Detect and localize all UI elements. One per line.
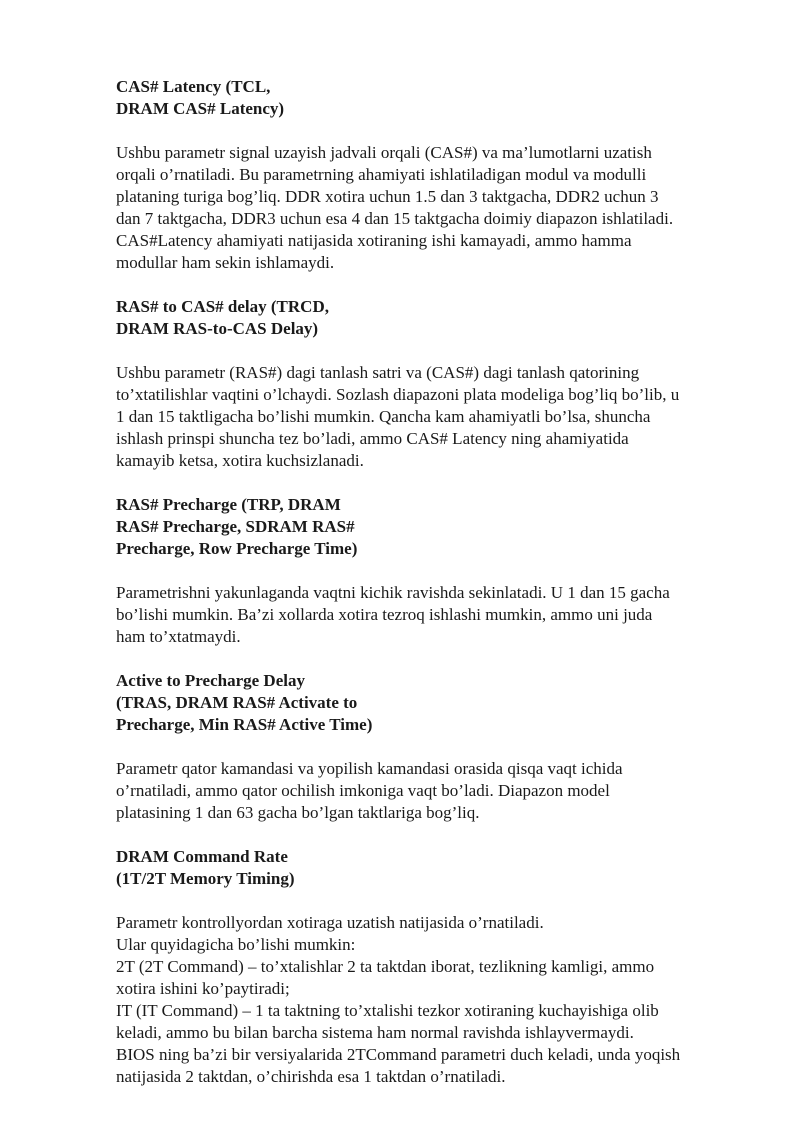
heading-line: Active to Precharge Delay: [116, 671, 305, 690]
paragraph-line: 1 dan 15 taktligacha bo’lishi mumkin. Qancha kam ahamiyatli bo’lsa, shuncha: [116, 407, 651, 426]
section-paragraph: [116, 758, 750, 824]
section-paragraph: [116, 582, 750, 648]
heading-line: DRAM CAS# Latency): [116, 99, 285, 118]
heading-line: RAS# Precharge, SDRAM RAS#: [116, 517, 355, 536]
section-heading: [116, 296, 750, 340]
paragraph-line: xotira ishini ko’paytiradi;: [116, 979, 290, 998]
heading-line: CAS# Latency (TCL,: [116, 77, 271, 96]
heading-line: DRAM RAS-to-CAS Delay): [116, 319, 319, 338]
heading-line: DRAM Command Rate: [116, 847, 288, 866]
paragraph-line: BIOS ning ba’zi bir versiyalarida 2TCommand parametri duch keladi, unda yoqish: [116, 1045, 681, 1064]
paragraph-line: o’rnatiladi, ammo qator ochilish imkoniga vaqt bo’ladi. Diapazon model: [116, 781, 610, 800]
section-heading: [116, 494, 750, 560]
heading-line: (1T/2T Memory Timing): [116, 869, 295, 888]
paragraph-line: orqali o’rnatiladi. Bu parametrning ahamiyati ishlatiladigan modul va modulli: [116, 165, 647, 184]
paragraph-line: to’xtatilishlar vaqtini o’lchaydi. Sozlash diapazoni plata modeliga bog’liq bo’lib, u: [116, 385, 680, 404]
paragraph-line: platasining 1 dan 63 gacha bo’lgan taktlariga bog’liq.: [116, 803, 480, 822]
section-ras-precharge: [116, 494, 750, 648]
heading-line: (TRAS, DRAM RAS# Activate to: [116, 693, 358, 712]
paragraph-line: ham to’xtatmaydi.: [116, 627, 241, 646]
paragraph-line: Parametr kontrollyordan xotiraga uzatish natijasida o’rnatiladi.: [116, 913, 544, 932]
paragraph-line: Ushbu parametr (RAS#) dagi tanlash satri va (CAS#) dagi tanlash qatorining: [116, 363, 640, 382]
paragraph-line: ishlash prinspi shuncha tez bo’ladi, ammo CAS# Latency ning ahamiyatida: [116, 429, 629, 448]
paragraph-line: kamayib ketsa, xotira kuchsizlanadi.: [116, 451, 364, 470]
paragraph-line: bo’lishi mumkin. Ba’zi xollarda xotira tezroq ishlashi mumkin, ammo uni juda: [116, 605, 653, 624]
paragraph-line: natijasida 2 taktdan, o’chirishda esa 1 taktdan o’rnatiladi.: [116, 1067, 506, 1086]
paragraph-line: dan 7 taktgacha, DDR3 uchun esa 4 dan 15 taktgacha doimiy diapazon ishlatiladi.: [116, 209, 674, 228]
section-heading: [116, 76, 750, 120]
section-paragraph: [116, 142, 750, 274]
section-ras-to-cas-delay: [116, 296, 750, 472]
paragraph-line: IT (IT Command) – 1 ta taktning to’xtalishi tezkor xotiraning kuchayishiga olib: [116, 1001, 659, 1020]
paragraph-line: Parametr qator kamandasi va yopilish kamandasi orasida qisqa vaqt ichida: [116, 759, 623, 778]
paragraph-line: Parametrishni yakunlaganda vaqtni kichik ravishda sekinlatadi. U 1 dan 15 gacha: [116, 583, 670, 602]
section-cas-latency: [116, 76, 750, 274]
section-paragraph: [116, 912, 750, 1088]
paragraph-line: CAS#Latency ahamiyati natijasida xotiraning ishi kamayadi, ammo hamma: [116, 231, 632, 250]
section-paragraph: [116, 362, 750, 472]
paragraph-line: Ular quyidagicha bo’lishi mumkin:: [116, 935, 356, 954]
heading-line: Precharge, Min RAS# Active Time): [116, 715, 373, 734]
section-heading: [116, 846, 750, 890]
paragraph-line: keladi, ammo bu bilan barcha sistema ham normal ravishda ishlayvermaydi.: [116, 1023, 634, 1042]
paragraph-line: plataning turiga bog’liq. DDR xotira uchun 1.5 dan 3 taktgacha, DDR2 uchun 3: [116, 187, 659, 206]
section-active-to-precharge: [116, 670, 750, 824]
heading-line: RAS# to CAS# delay (TRCD,: [116, 297, 329, 316]
heading-line: Precharge, Row Precharge Time): [116, 539, 358, 558]
section-command-rate: [116, 846, 750, 1088]
heading-line: RAS# Precharge (TRP, DRAM: [116, 495, 341, 514]
paragraph-line: 2T (2T Command) – to’xtalishlar 2 ta taktdan iborat, tezlikning kamligi, ammo: [116, 957, 655, 976]
paragraph-line: Ushbu parametr signal uzayish jadvali orqali (CAS#) va ma’lumotlarni uzatish: [116, 143, 652, 162]
paragraph-line: modullar ham sekin ishlamaydi.: [116, 253, 335, 272]
section-heading: [116, 670, 750, 736]
